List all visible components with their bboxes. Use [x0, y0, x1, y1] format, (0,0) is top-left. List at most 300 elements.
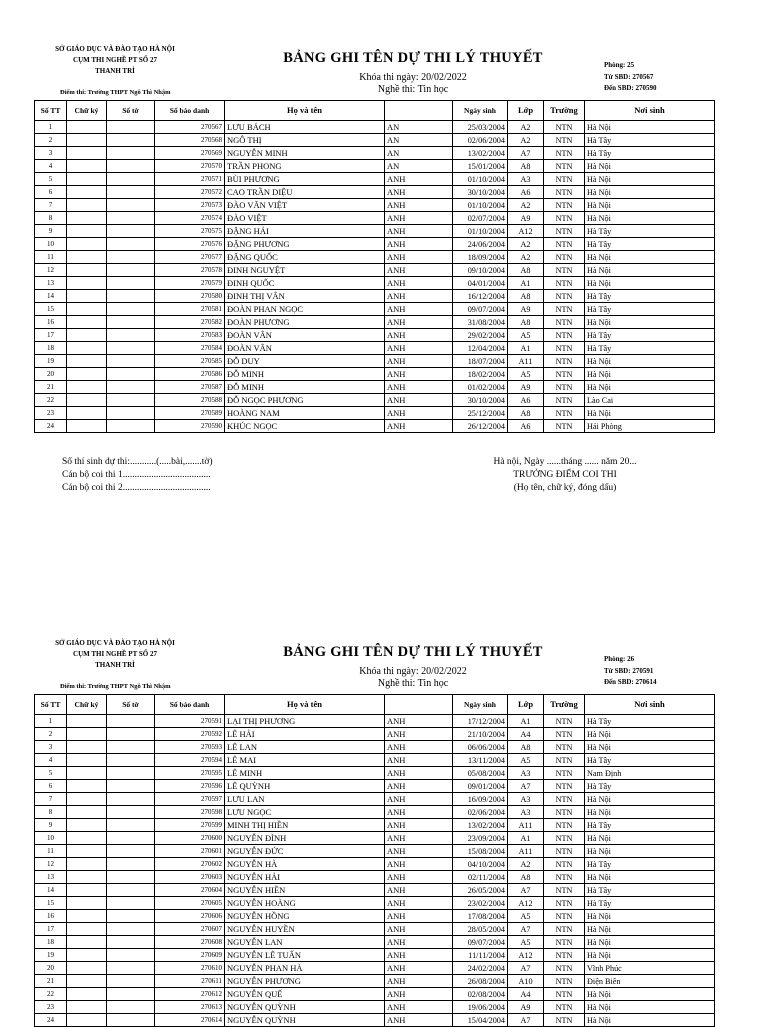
table-row	[35, 238, 715, 251]
candidate-school: NTN	[544, 988, 585, 1001]
candidate-school: NTN	[544, 381, 585, 394]
candidate-class: A2	[508, 134, 544, 147]
signature-cell	[67, 381, 107, 394]
candidate-dob: 02/11/2004	[453, 871, 508, 884]
signature-cell	[67, 1014, 107, 1027]
candidate-sbd: 270605	[155, 897, 225, 910]
sheet-count-cell	[107, 407, 155, 420]
signature-cell	[67, 845, 107, 858]
candidate-class: A8	[508, 264, 544, 277]
row-number: 22	[35, 988, 67, 1001]
candidate-given-name: ANH	[385, 368, 453, 381]
candidate-given-name: ANH	[385, 420, 453, 433]
candidate-class: A9	[508, 381, 544, 394]
table-row	[35, 780, 715, 793]
candidate-class: A9	[508, 303, 544, 316]
sheet-count-cell	[107, 923, 155, 936]
organization-block	[40, 638, 190, 671]
sheet-count-cell	[107, 793, 155, 806]
col-header-full-name: Họ và tên	[225, 101, 385, 121]
candidate-dob: 01/10/2004	[453, 199, 508, 212]
candidate-class: A12	[508, 897, 544, 910]
signature-cell	[67, 277, 107, 290]
sheet-count-cell	[107, 394, 155, 407]
signature-cell	[67, 975, 107, 988]
candidate-dob: 17/12/2004	[453, 715, 508, 728]
candidate-school: NTN	[544, 342, 585, 355]
candidate-class: A6	[508, 394, 544, 407]
exam-venue: Điểm thi: Trường THPT Ngô Thì Nhậm	[60, 683, 171, 690]
candidate-family-name: ĐINH THỊ VÂN	[225, 290, 385, 303]
candidate-dob: 06/06/2004	[453, 741, 508, 754]
signature-cell	[67, 884, 107, 897]
candidate-dob: 29/02/2004	[453, 329, 508, 342]
candidate-given-name: ANH	[385, 923, 453, 936]
candidate-class: A4	[508, 728, 544, 741]
candidate-dob: 09/07/2004	[453, 936, 508, 949]
candidate-dob: 23/09/2004	[453, 832, 508, 845]
signature-cell	[67, 806, 107, 819]
table-row	[35, 394, 715, 407]
candidate-class: A1	[508, 277, 544, 290]
sheet-title: BẢNG GHI TÊN DỰ THI LÝ THUYẾT	[283, 50, 543, 66]
candidate-sbd: 270567	[155, 121, 225, 134]
signature-cell	[67, 355, 107, 368]
table-row	[35, 303, 715, 316]
candidate-birthplace: Hà Nội	[585, 381, 715, 394]
candidate-given-name: ANH	[385, 741, 453, 754]
candidate-birthplace: Hà Tây	[585, 884, 715, 897]
signature-cell	[67, 303, 107, 316]
candidate-class: A9	[508, 1001, 544, 1014]
signature-cell	[67, 394, 107, 407]
candidate-school: NTN	[544, 355, 585, 368]
exam-subject: Nghề thi: Tin học	[377, 84, 449, 95]
candidate-given-name: ANH	[385, 407, 453, 420]
sheet-count-cell	[107, 381, 155, 394]
sheet-count-cell	[107, 754, 155, 767]
candidate-dob: 26/05/2004	[453, 884, 508, 897]
candidate-sbd: 270612	[155, 988, 225, 1001]
candidate-class: A3	[508, 806, 544, 819]
candidate-family-name: ĐINH QUỐC	[225, 277, 385, 290]
candidate-given-name: ANH	[385, 728, 453, 741]
candidate-given-name: AN	[385, 160, 453, 173]
candidate-given-name: ANH	[385, 715, 453, 728]
table-row	[35, 871, 715, 884]
candidate-family-name: LÊ LAN	[225, 741, 385, 754]
candidate-class: A8	[508, 290, 544, 303]
signature-cell	[67, 264, 107, 277]
candidate-birthplace: Hà Nội	[585, 407, 715, 420]
row-number: 21	[35, 975, 67, 988]
room-block	[604, 60, 657, 95]
candidate-sbd: 270596	[155, 780, 225, 793]
candidate-given-name: ANH	[385, 988, 453, 1001]
candidate-given-name: ANH	[385, 897, 453, 910]
candidate-dob: 17/08/2004	[453, 910, 508, 923]
candidate-family-name: KHÚC NGỌC	[225, 420, 385, 433]
signature-cell	[67, 832, 107, 845]
table-row	[35, 845, 715, 858]
org-line-1: SỞ GIÁO DỤC VÀ ĐÀO TẠO HÀ NỘI	[55, 45, 175, 53]
sheet-count-cell	[107, 134, 155, 147]
candidate-class: A12	[508, 225, 544, 238]
sheet-count-cell	[107, 975, 155, 988]
candidate-sbd: 270611	[155, 975, 225, 988]
table-row	[35, 147, 715, 160]
candidate-birthplace: Hà Nội	[585, 173, 715, 186]
signature-cell	[67, 910, 107, 923]
candidate-birthplace: Vĩnh Phúc	[585, 962, 715, 975]
candidate-sbd: 270599	[155, 819, 225, 832]
candidate-sbd: 270597	[155, 793, 225, 806]
candidate-dob: 16/09/2004	[453, 793, 508, 806]
candidate-school: NTN	[544, 962, 585, 975]
candidate-dob: 01/10/2004	[453, 173, 508, 186]
candidate-given-name: ANH	[385, 858, 453, 871]
candidate-rows	[35, 121, 715, 433]
row-number: 8	[35, 212, 67, 225]
table-row	[35, 910, 715, 923]
proctor-2-line: Cán bộ coi thi 2.....................................	[62, 483, 211, 493]
candidate-family-name: ĐỖ NGỌC PHƯƠNG	[225, 394, 385, 407]
sheet-count-cell	[107, 290, 155, 303]
candidate-given-name: AN	[385, 121, 453, 134]
organization-block	[40, 44, 190, 77]
candidate-family-name: NGUYỄN HUYỀN	[225, 923, 385, 936]
signature-cell	[67, 897, 107, 910]
signature-cell	[67, 754, 107, 767]
sheet-count-cell	[107, 910, 155, 923]
candidate-school: NTN	[544, 147, 585, 160]
table-row	[35, 160, 715, 173]
sheet-count-cell	[107, 225, 155, 238]
candidate-given-name: ANH	[385, 199, 453, 212]
candidate-family-name: NGUYỄN QUỲNH	[225, 1001, 385, 1014]
candidate-family-name: NGUYỄN LAN	[225, 936, 385, 949]
row-number: 6	[35, 780, 67, 793]
exam-venue: Điểm thi: Trường THPT Ngô Thì Nhậm	[60, 89, 171, 96]
signature-cell	[67, 173, 107, 186]
candidate-given-name: ANH	[385, 303, 453, 316]
from-sbd: Từ SBD: 270567	[604, 72, 654, 81]
signature-cell	[67, 780, 107, 793]
table-row	[35, 121, 715, 134]
candidate-family-name: NGÔ THỊ	[225, 134, 385, 147]
row-number: 2	[35, 134, 67, 147]
sheet-count-cell	[107, 173, 155, 186]
candidate-birthplace: Hà Nội	[585, 160, 715, 173]
col-header-full-name: Họ và tên	[225, 695, 385, 715]
table-header-row	[35, 695, 715, 715]
candidate-school: NTN	[544, 858, 585, 871]
candidate-class: A7	[508, 780, 544, 793]
row-number: 18	[35, 936, 67, 949]
signature-cell	[67, 147, 107, 160]
table-row	[35, 819, 715, 832]
row-number: 19	[35, 949, 67, 962]
candidate-family-name: ĐOÀN VÂN	[225, 342, 385, 355]
candidate-birthplace: Hà Tây	[585, 147, 715, 160]
candidate-birthplace: Hà Nội	[585, 355, 715, 368]
col-header-signature: Chữ ký	[67, 101, 107, 121]
roster-sheet-room-26	[0, 638, 768, 1025]
candidate-given-name: ANH	[385, 329, 453, 342]
candidate-dob: 13/02/2004	[453, 819, 508, 832]
candidate-dob: 02/08/2004	[453, 988, 508, 1001]
candidate-school: NTN	[544, 277, 585, 290]
to-sbd: Đến SBD: 270614	[604, 678, 657, 686]
candidate-given-name: ANH	[385, 832, 453, 845]
row-number: 24	[35, 420, 67, 433]
sheet-count-cell	[107, 251, 155, 264]
row-number: 13	[35, 277, 67, 290]
candidate-birthplace: Hà Nội	[585, 832, 715, 845]
candidate-birthplace: Lào Cai	[585, 394, 715, 407]
table-row	[35, 975, 715, 988]
candidate-family-name: NGUYỄN HIỀN	[225, 884, 385, 897]
exam-subject: Nghề thi: Tin học	[377, 678, 449, 689]
exam-date: Khóa thi ngày: 20/02/2022	[359, 72, 467, 83]
candidate-class: A4	[508, 988, 544, 1001]
candidate-given-name: ANH	[385, 936, 453, 949]
table-row	[35, 858, 715, 871]
head-title: TRƯỞNG ĐIỂM COI THI	[513, 470, 617, 480]
table-row	[35, 199, 715, 212]
candidate-school: NTN	[544, 728, 585, 741]
sheet-count-cell	[107, 858, 155, 871]
candidate-birthplace: Hà Nội	[585, 728, 715, 741]
row-number: 8	[35, 806, 67, 819]
sheet-count-cell	[107, 741, 155, 754]
candidate-school: NTN	[544, 910, 585, 923]
table-row	[35, 962, 715, 975]
sheet-count-cell	[107, 342, 155, 355]
candidate-table	[34, 100, 715, 433]
candidate-dob: 18/07/2004	[453, 355, 508, 368]
candidate-family-name: MINH THỊ HIỀN	[225, 819, 385, 832]
candidate-given-name: ANH	[385, 186, 453, 199]
row-number: 4	[35, 160, 67, 173]
table-row	[35, 741, 715, 754]
table-row	[35, 806, 715, 819]
candidate-class: A3	[508, 793, 544, 806]
signature-cell	[67, 949, 107, 962]
candidate-sbd: 270568	[155, 134, 225, 147]
candidate-sbd: 270603	[155, 871, 225, 884]
table-row	[35, 381, 715, 394]
table-row	[35, 355, 715, 368]
candidate-dob: 24/06/2004	[453, 238, 508, 251]
row-number: 11	[35, 845, 67, 858]
candidate-dob: 18/02/2004	[453, 368, 508, 381]
candidate-birthplace: Hà Tây	[585, 897, 715, 910]
candidate-dob: 19/06/2004	[453, 1001, 508, 1014]
candidate-birthplace: Hà Nội	[585, 316, 715, 329]
signature-cell	[67, 793, 107, 806]
signature-cell	[67, 741, 107, 754]
candidate-family-name: ĐÀO VIỆT	[225, 212, 385, 225]
candidate-dob: 09/01/2004	[453, 780, 508, 793]
candidate-sbd: 270580	[155, 290, 225, 303]
row-number: 14	[35, 884, 67, 897]
candidate-sbd: 270590	[155, 420, 225, 433]
candidate-family-name: LƯU LAN	[225, 793, 385, 806]
candidate-family-name: NGUYỄN HÀ	[225, 858, 385, 871]
row-number: 4	[35, 754, 67, 767]
candidate-school: NTN	[544, 832, 585, 845]
signature-cell	[67, 871, 107, 884]
signature-cell	[67, 1001, 107, 1014]
candidate-sbd: 270585	[155, 355, 225, 368]
sheet-count-cell	[107, 368, 155, 381]
signature-cell	[67, 134, 107, 147]
col-header-sheets: Số tờ	[107, 101, 155, 121]
signature-cell	[67, 962, 107, 975]
row-number: 7	[35, 199, 67, 212]
signature-cell	[67, 936, 107, 949]
candidate-school: NTN	[544, 134, 585, 147]
sheet-count-cell	[107, 871, 155, 884]
table-row	[35, 949, 715, 962]
candidate-birthplace: Hà Nội	[585, 793, 715, 806]
candidate-family-name: NGUYỄN ĐÌNH	[225, 832, 385, 845]
table-row	[35, 316, 715, 329]
candidate-family-name: LƯU BÁCH	[225, 121, 385, 134]
row-number: 22	[35, 394, 67, 407]
candidate-given-name: ANH	[385, 910, 453, 923]
sheet-count-cell	[107, 715, 155, 728]
head-note: (Họ tên, chữ ký, đóng dấu)	[513, 483, 617, 493]
table-row	[35, 1014, 715, 1027]
row-number: 20	[35, 368, 67, 381]
candidate-class: A1	[508, 715, 544, 728]
candidate-given-name: ANH	[385, 767, 453, 780]
candidate-class: A10	[508, 975, 544, 988]
candidate-sbd: 270600	[155, 832, 225, 845]
candidate-birthplace: Hà Nội	[585, 871, 715, 884]
candidate-dob: 13/11/2004	[453, 754, 508, 767]
candidate-sbd: 270613	[155, 1001, 225, 1014]
row-number: 9	[35, 225, 67, 238]
candidate-given-name: ANH	[385, 238, 453, 251]
table-row	[35, 754, 715, 767]
candidate-sbd: 270572	[155, 186, 225, 199]
candidate-dob: 25/03/2004	[453, 121, 508, 134]
signature-cell	[67, 342, 107, 355]
candidate-given-name: AN	[385, 134, 453, 147]
candidate-dob: 11/11/2004	[453, 949, 508, 962]
candidate-sbd: 270598	[155, 806, 225, 819]
candidate-sbd: 270574	[155, 212, 225, 225]
candidate-dob: 02/06/2004	[453, 806, 508, 819]
candidate-birthplace: Hà Tây	[585, 329, 715, 342]
candidate-dob: 23/02/2004	[453, 897, 508, 910]
room-number: Phòng: 26	[604, 655, 635, 663]
candidate-school: NTN	[544, 212, 585, 225]
candidate-class: A5	[508, 754, 544, 767]
candidate-class: A2	[508, 858, 544, 871]
candidate-class: A8	[508, 871, 544, 884]
candidate-given-name: ANH	[385, 355, 453, 368]
candidate-dob: 24/02/2004	[453, 962, 508, 975]
candidate-sbd: 270571	[155, 173, 225, 186]
candidate-dob: 09/10/2004	[453, 264, 508, 277]
candidate-given-name: AN	[385, 147, 453, 160]
candidate-class: A2	[508, 238, 544, 251]
table-row	[35, 251, 715, 264]
sheet-count-cell	[107, 199, 155, 212]
candidate-given-name: ANH	[385, 394, 453, 407]
candidate-school: NTN	[544, 715, 585, 728]
candidate-given-name: ANH	[385, 819, 453, 832]
candidate-sbd: 270589	[155, 407, 225, 420]
candidate-dob: 31/08/2004	[453, 316, 508, 329]
proctor-block	[62, 456, 213, 495]
sheet-count-cell	[107, 160, 155, 173]
table-row	[35, 988, 715, 1001]
org-line-3: THANH TRÌ	[95, 661, 135, 669]
candidate-school: NTN	[544, 819, 585, 832]
candidate-school: NTN	[544, 186, 585, 199]
room-number: Phòng: 25	[604, 61, 635, 69]
candidate-school: NTN	[544, 160, 585, 173]
candidate-family-name: NGUYỄN LÊ TUẤN	[225, 949, 385, 962]
candidate-sbd: 270602	[155, 858, 225, 871]
signature-cell	[67, 728, 107, 741]
candidate-sbd: 270595	[155, 767, 225, 780]
candidate-given-name: ANH	[385, 780, 453, 793]
candidate-school: NTN	[544, 290, 585, 303]
candidate-birthplace: Hà Tây	[585, 134, 715, 147]
candidate-sbd: 270607	[155, 923, 225, 936]
candidate-school: NTN	[544, 871, 585, 884]
signature-cell	[67, 767, 107, 780]
table-row	[35, 923, 715, 936]
candidate-family-name: TRẦN PHONG	[225, 160, 385, 173]
candidate-school: NTN	[544, 407, 585, 420]
table-row	[35, 186, 715, 199]
candidate-sbd: 270570	[155, 160, 225, 173]
sheet-count-cell	[107, 264, 155, 277]
candidate-family-name: ĐOÀN VÂN	[225, 329, 385, 342]
candidate-birthplace: Hải Phòng	[585, 420, 715, 433]
candidate-class: A5	[508, 910, 544, 923]
candidate-family-name: NGUYỄN PHAN HÀ	[225, 962, 385, 975]
sheet-count-cell	[107, 780, 155, 793]
row-number: 24	[35, 1014, 67, 1027]
candidate-sbd: 270579	[155, 277, 225, 290]
candidate-class: A6	[508, 186, 544, 199]
candidate-class: A2	[508, 251, 544, 264]
candidate-sbd: 270582	[155, 316, 225, 329]
candidate-class: A12	[508, 949, 544, 962]
sheet-title: BẢNG GHI TÊN DỰ THI LÝ THUYẾT	[283, 644, 543, 660]
candidate-dob: 16/12/2004	[453, 290, 508, 303]
signature-cell	[67, 251, 107, 264]
candidate-school: NTN	[544, 975, 585, 988]
signature-cell	[67, 160, 107, 173]
col-header-dob: Ngày sinh	[453, 101, 508, 121]
candidate-birthplace: Hà Nội	[585, 949, 715, 962]
candidate-family-name: LÊ MINH	[225, 767, 385, 780]
candidate-class: A8	[508, 160, 544, 173]
candidate-family-name: ĐOÀN PHAN NGỌC	[225, 303, 385, 316]
candidate-family-name: ĐINH NGUYỆT	[225, 264, 385, 277]
sheet-count-cell	[107, 767, 155, 780]
room-block	[604, 654, 657, 689]
